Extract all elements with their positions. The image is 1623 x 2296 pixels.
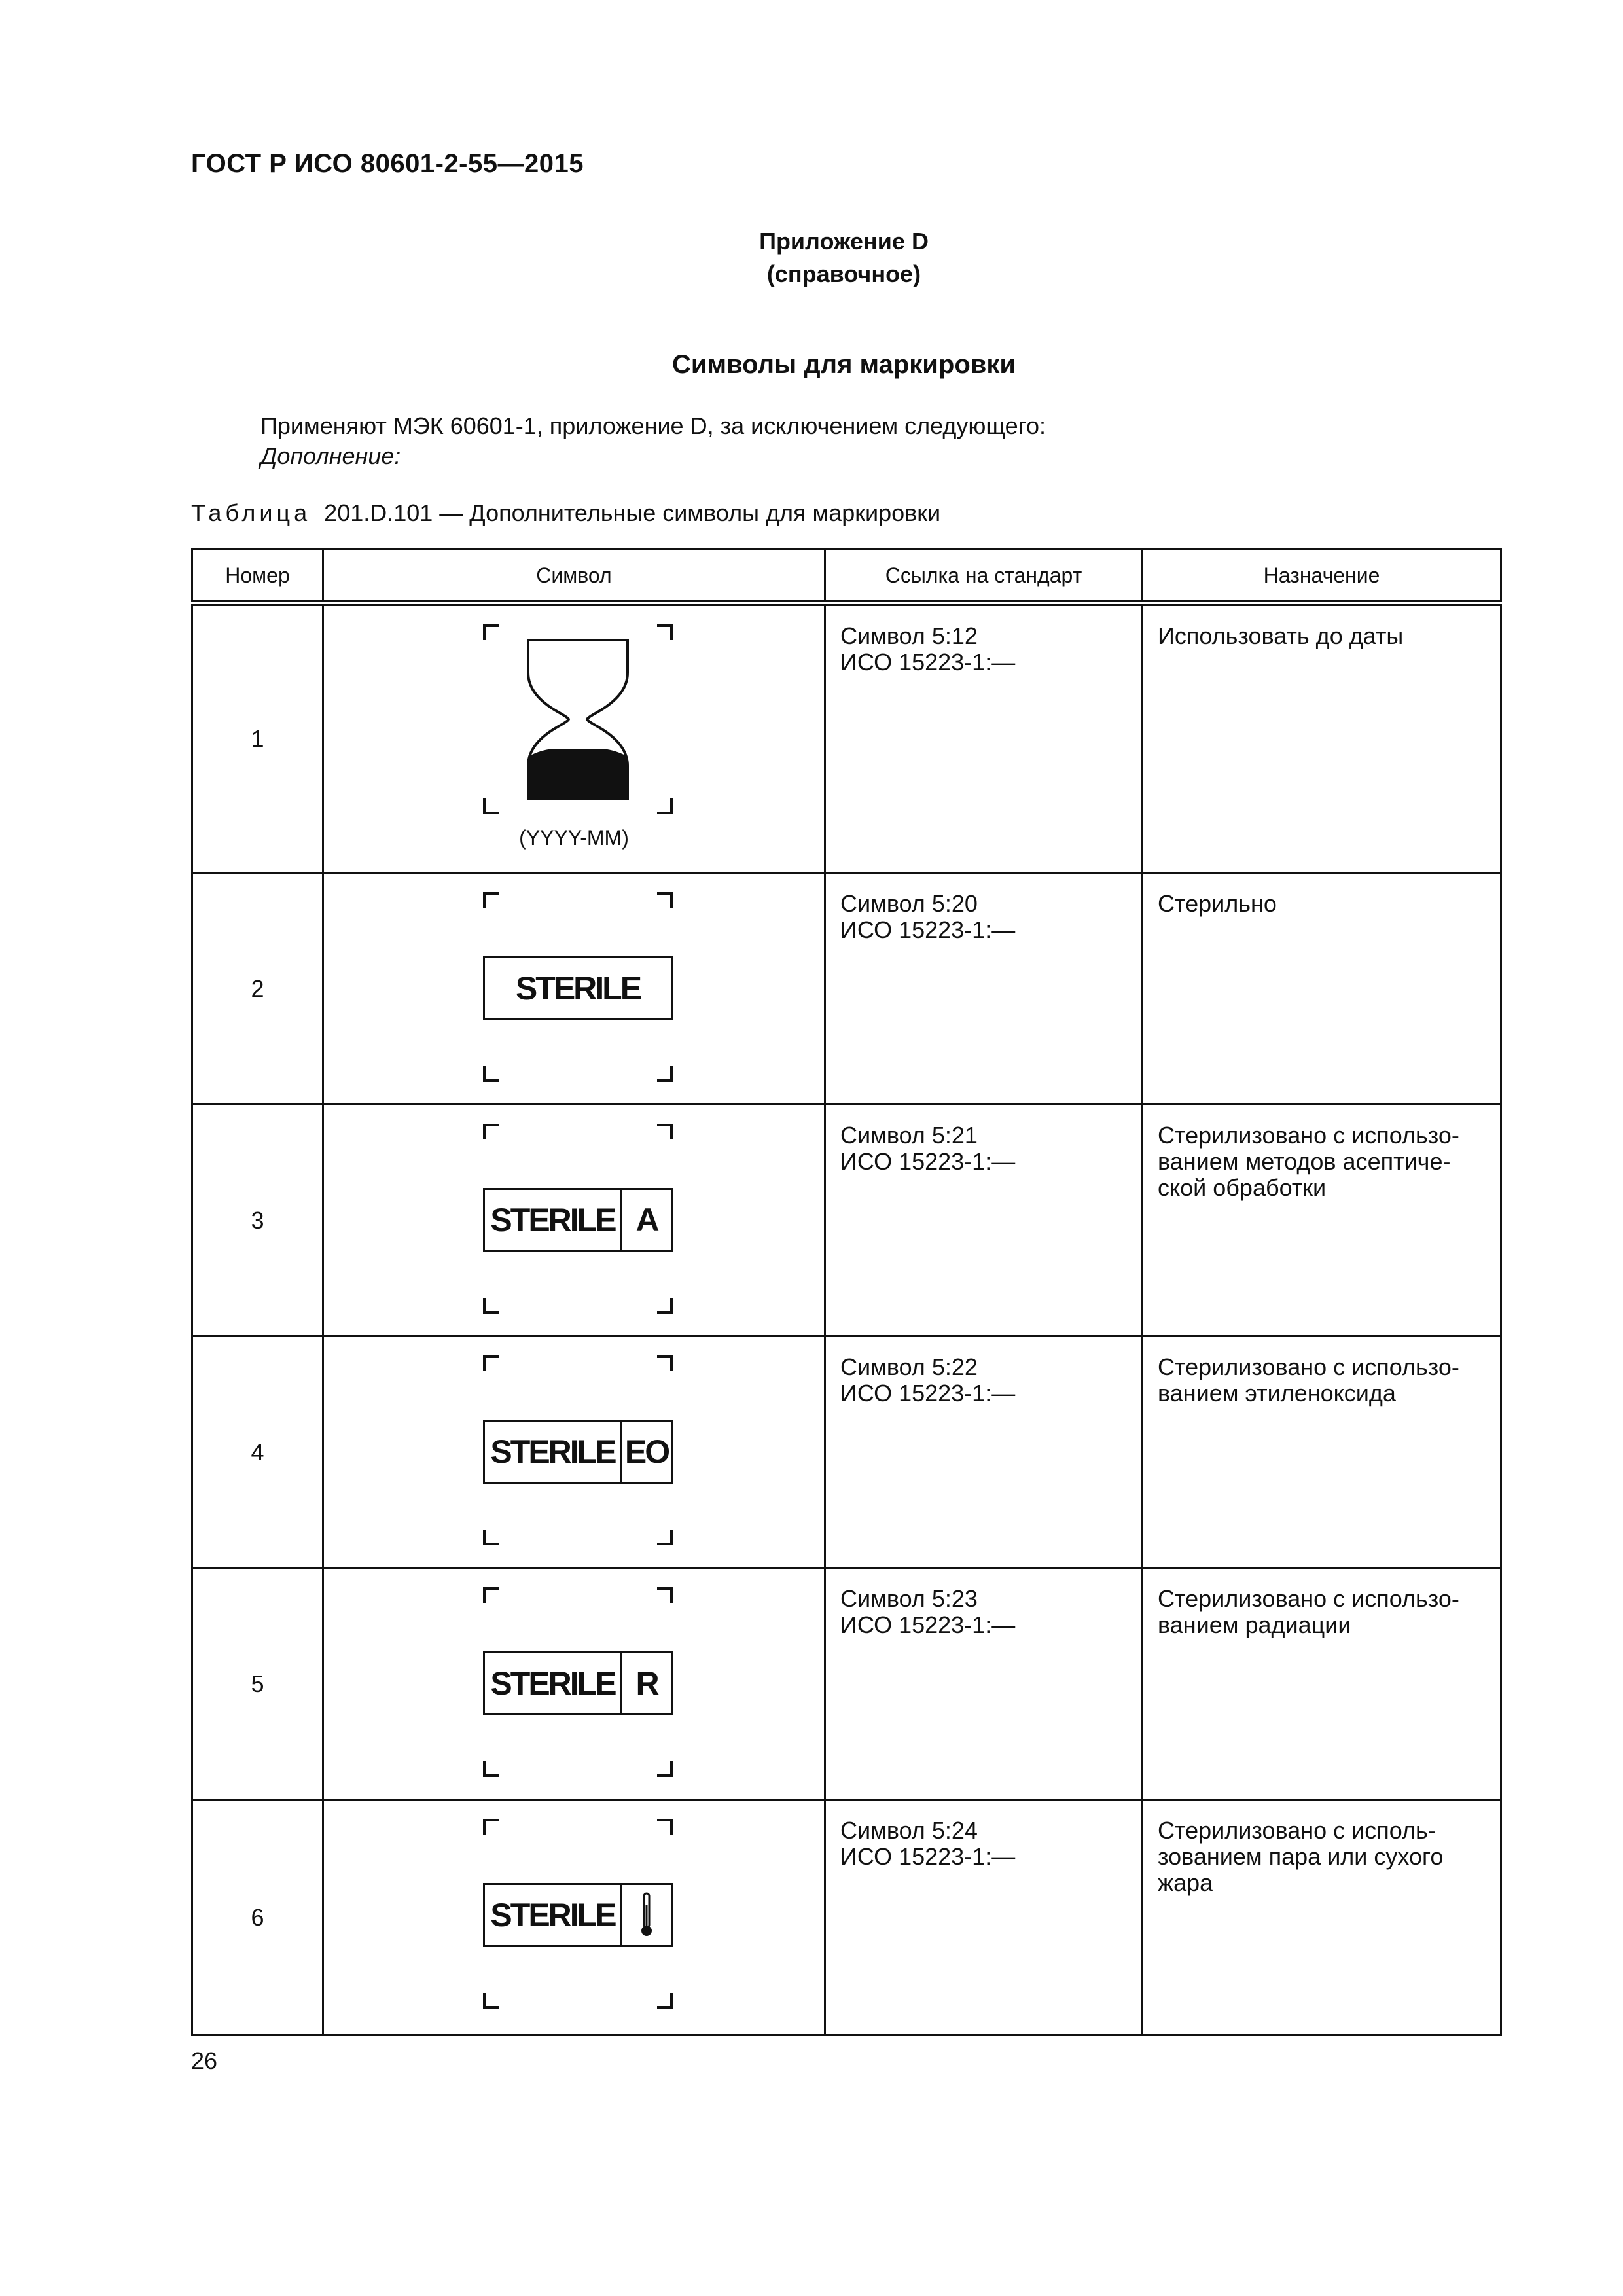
row-number: 6 [192,1800,323,2036]
appendix-subtitle: (справочное) [766,260,921,287]
sterile-icon [483,956,673,1020]
table-caption-prefix: Таблица [191,499,312,526]
symbol-frame [483,1124,673,1314]
section-title: Символы для маркировки [672,350,1016,379]
row-number: 4 [192,1336,323,1568]
symbol-frame [483,624,673,814]
hourglass-icon [527,639,629,800]
intro-paragraph [260,411,1046,471]
table-row [192,873,1501,1105]
reference-symbol: Символ 5:21 [840,1122,978,1149]
purpose-cell: Использовать до даты [1143,603,1501,873]
sterile-thermometer-icon [483,1883,673,1947]
row-number: 3 [192,1105,323,1336]
reference-symbol: Символ 5:12 [840,622,978,649]
table-caption-text: 201.D.101 — Дополнительные символы для маркировки [324,499,941,526]
purpose-cell: Стерилизовано с использо-ванием методов асептиче-ской обработки [1143,1105,1501,1336]
symbol-frame [483,1355,673,1545]
sterile-label: STERILE [490,1202,615,1238]
symbol-frame [483,892,673,1082]
symbol-cell [323,1800,825,2036]
purpose-cell: Стерилизовано с исполь-зованием пара или сухого жара [1143,1800,1501,2036]
symbol-cell [323,1105,825,1336]
sterile-label: STERILE [490,1897,615,1933]
reference-symbol: Символ 5:22 [840,1354,978,1380]
table-row [192,1336,1501,1568]
symbol-frame [483,1587,673,1777]
header-number: Номер [192,550,323,603]
intro-text: Применяют МЭК 60601-1, приложение D, за исключением следующего: [260,412,1046,439]
header-purpose: Назначение [1143,550,1501,603]
reference-standard: ИСО 15223-1:— [840,1380,1016,1407]
sterile-label: STERILE [515,970,641,1007]
date-format-caption: (YYYY-MM) [519,826,629,850]
document-code: ГОСТ Р ИСО 80601-2-55—2015 [191,149,584,178]
table-header-row [192,550,1501,603]
header-reference: Ссылка на стандарт [825,550,1143,603]
reference-standard: ИСО 15223-1:— [840,649,1016,675]
row-number: 2 [192,873,323,1105]
sterile-a-icon [483,1188,673,1252]
symbols-table [191,548,1502,2036]
reference-standard: ИСО 15223-1:— [840,916,1016,943]
sterile-label: STERILE [490,1665,615,1702]
row-number: 5 [192,1568,323,1800]
symbol-cell [323,873,825,1105]
thermometer-icon [620,1885,671,1945]
intro-addition: Дополнение: [260,442,401,469]
sterile-label: STERILE [490,1433,615,1470]
reference-cell [825,873,1143,1105]
row-number: 1 [192,603,323,873]
purpose-cell: Стерилизовано с использо-ванием радиации [1143,1568,1501,1800]
sterile-suffix: R [620,1653,671,1713]
symbol-cell [323,603,825,873]
reference-standard: ИСО 15223-1:— [840,1843,1016,1870]
table-row [192,603,1501,873]
sterile-eo-icon [483,1420,673,1484]
reference-symbol: Символ 5:24 [840,1817,978,1844]
appendix-heading [0,225,1623,291]
reference-symbol: Символ 5:23 [840,1585,978,1612]
sterile-suffix: A [620,1190,671,1250]
reference-symbol: Символ 5:20 [840,890,978,917]
table-row [192,1568,1501,1800]
reference-standard: ИСО 15223-1:— [840,1148,1016,1175]
header-symbol: Символ [323,550,825,603]
purpose-cell: Стерильно [1143,873,1501,1105]
sterile-r-icon [483,1651,673,1715]
reference-cell [825,1568,1143,1800]
symbol-cell [323,1336,825,1568]
page-number: 26 [191,2047,218,2074]
reference-cell [825,1105,1143,1336]
appendix-title: Приложение D [759,228,929,255]
reference-cell [825,1336,1143,1568]
reference-standard: ИСО 15223-1:— [840,1611,1016,1638]
purpose-cell: Стерилизовано с использо-ванием этиленоксида [1143,1336,1501,1568]
symbol-cell [323,1568,825,1800]
reference-cell [825,603,1143,873]
symbol-frame [483,1819,673,2009]
table-row [192,1800,1501,2036]
table-row [192,1105,1501,1336]
sterile-suffix: EO [620,1422,671,1482]
reference-cell [825,1800,1143,2036]
table-caption [191,499,940,527]
